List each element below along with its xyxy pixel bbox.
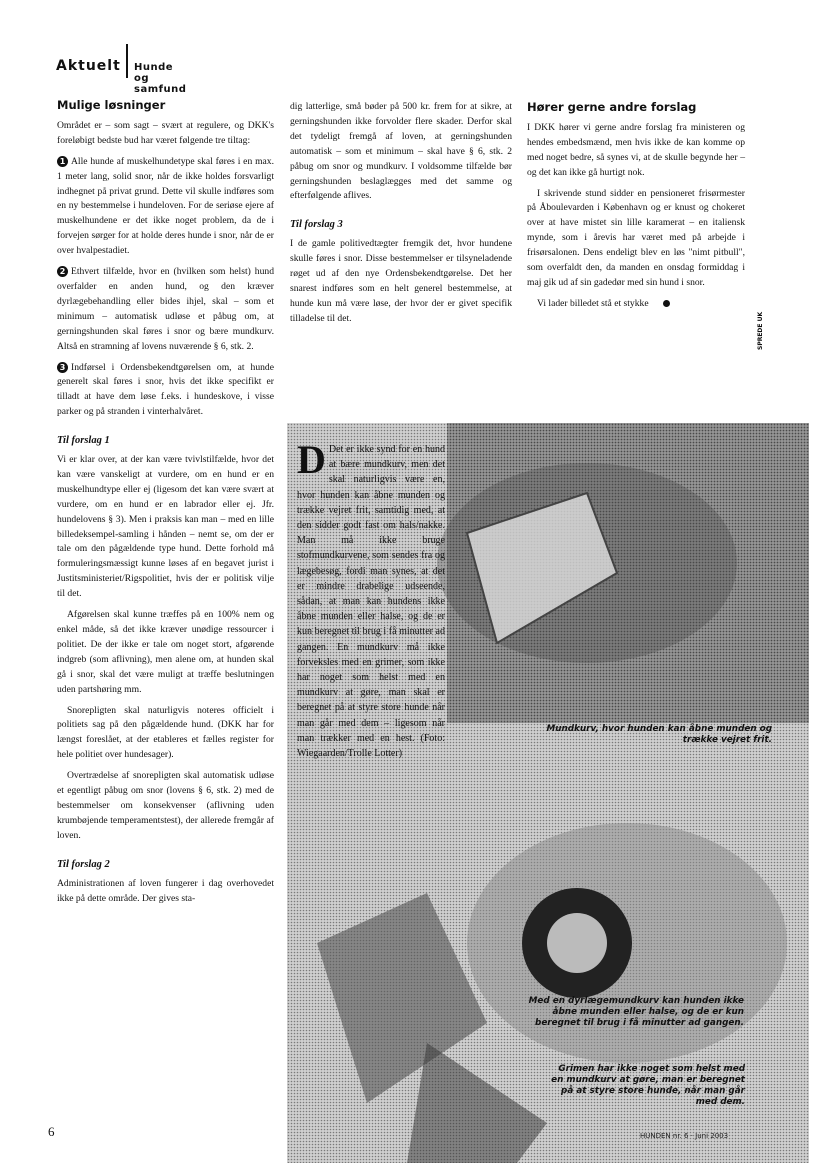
column-2	[290, 100, 512, 333]
column-3	[527, 100, 745, 318]
photo-caption-2: Med en dyrlægemundkurv kan hunden ikke åbne munden eller halse, og de er kun beregnet til brug i få minutter ad gangen.	[528, 996, 744, 1028]
issue-label: HUNDEN nr. 6 · Juni 2003	[640, 1132, 729, 1140]
paragraph: Snorepligten skal naturligvis noteres officielt i politiets sag på den pågældende hund. (DKK har for længst foreslået, at der etableres et fælles register for hele politiet over hundesager).	[57, 704, 274, 761]
section-subtitle: Hunde og samfund	[134, 62, 187, 95]
paragraph: Administrationen af loven fungerer i dag overhovedet ikke på dette område. Der gives sta-	[57, 877, 274, 904]
intro-paragraph: Området er – som sagt – svært at regulere, og DKK's foreløbigt bedste bud har været følgende tre tiltag:	[57, 119, 274, 146]
heading-other-proposals: Hører gerne andre forslag	[527, 100, 697, 114]
paragraph: I de gamle politivedtægter fremgik det, hvor hundene skulle føres i snor. Disse bestemmelser er tilsyneladende røget ud af den nye Ordensbekendtgørelse. Det her snarest indføres som en helt generel bestemmelse, at hunde kun må være løse, der hvor der er givet specifik tilladelse til det.	[290, 238, 512, 324]
photo-caption-1: Mundkurv, hvor hunden kan åbne munden og trække vejret frit.	[546, 724, 772, 745]
paragraph: Afgørelsen skal kunne træffes på en 100% nem og enkel måde, så det ikke kræver unødige ressourcer i politiet. De der ikke er tale om noget stort, afgørende indgreb (som aflivning), men alene om, at hunden skal gå i snor, skal det være muligt at træffe beslutningen uden partshøring mm.	[57, 609, 274, 695]
heading-forslag-3: Til forslag 3	[290, 219, 343, 231]
proposal-3: 3 Indførsel i Ordensbekendtgørelsen om, at hunde generelt skal føres i snor, hvis det ikke specifikt er tilladt at have dem løse f.eks. i hundeskove, i visse parker og på stranden i vinterhalvåret.	[57, 361, 274, 418]
header-divider	[126, 44, 128, 78]
paragraph: dig latterlige, små bøder på 500 kr. frem for at sikre, at gerningshunden ikke forvolder flere skader. Derfor skal det tydeligt fremgå af loven, at gerningshunden automatisk – som et minimum – skal have § 6, stk. 2 påbug om snor og mundkurv. I voldsomme tilfælde bør gerningshunden beslaglægges med det samme og efterfølgende aflives.	[290, 101, 512, 202]
paragraph: Vi lader billedet stå et stykke	[527, 297, 745, 312]
heading-forslag-1: Til forslag 1	[57, 435, 110, 447]
paragraph: Vi er klar over, at der kan være tvivlstilfælde, hvor det kan være vanskeligt at vurdere, om en hund er en muskelhundtype eller ej (ligesom det kan være svært at vurdere, om en hund er en labrador eller ej. Jfr. hundelovens § 3). Men i praksis kan man – med en lille billedeksempel-samling i hånden – nemt se, om der er tale om den pågældende type hund. Dette forhold må formuleringsmæssigt kunne løses af en begavet jurist i Justitsministeriet/Rigspolitiet, hvis der er politisk vilje til det.	[57, 454, 274, 600]
number-badge: 1	[57, 156, 68, 167]
proposal-1: 1 Alle hunde af muskelhundetype skal føres i en max. 1 meter lang, solid snor, når de ikke holdes forsvarligt indhegnet på privat grund. Dette vil skulle indføres som en ny bestemmelse i hundeloven. For de seriøse ejere af muskelhundene er det ikke noget problem, da de i forvejen sørger for at holde deres hunde i snor, når de er over hvalpestadiet.	[57, 155, 274, 257]
paragraph: I skrivende stund sidder en pensioneret frisørmester på Åboulevarden i København og er knust og chokeret over at have mistet sin lille karamerat – en italiensk mynde, som i årevis har været med på arbejde i frisørsalonen. Dens endeligt blev en løs "nimt pitbull", som overfaldt den, da manden en onsdag formiddag i maj gik ud af sin gadedør med sin hund i snor.	[527, 187, 745, 288]
number-badge: 2	[57, 266, 68, 277]
photo-sidebar-text: D Det er ikke synd for en hund at bære mundkurv, men det skal naturligvis være en, hvor hunden kan åbne munden og trække vejret frit, samtidig med, at den sidder godt fast om hals/nakke. Man må ikke bruge stofmundkurvene, som sendes fra og lægebesøg, fordi man synes, at det er mindre drabelige udseende, sådan, at man kan hundens ikke åbne munden eller halse, og de er kun beregnet til brug i få minutter ad gangen. En mundkurv må ikke forveksles med en grimer, som ikke har noget som helst med en mundkurv at gøre, man skal er beregnet på at styre store hunde når man går med dem – ligesom når man trækker med en hest. (Foto: Wiegaarden/Trolle Lotter)	[297, 437, 445, 760]
drop-cap: D	[297, 437, 326, 482]
heading-solutions: Mulige løsninger	[57, 98, 166, 112]
photo-credit: SPREDE UK	[757, 311, 764, 350]
paragraph: I DKK hører vi gerne andre forslag fra ministeren og hendes embedsmænd, men hvis ikke de kan komme op med noget bedre, så synes vi, at de skulle begynde her – og det kan ikke gå hurtigt nok.	[527, 121, 745, 178]
end-mark-icon	[663, 300, 670, 307]
section-title: Aktuelt	[56, 58, 121, 74]
column-1	[57, 98, 274, 912]
number-badge: 3	[57, 362, 68, 373]
heading-forslag-2: Til forslag 2	[57, 858, 110, 870]
proposal-2: 2 Ethvert tilfælde, hvor en (hvilken som helst) hund overfalder en anden hund, og den kræver dyrlægebehandling eller bides ihjel, skal – som et minimum – automatisk udløse et påbug om, at gerningshunden skal føres i snor og bære mundkurv. Altså en stramning af lovens nuværende § 6, stk. 2.	[57, 266, 274, 352]
page-number: 6	[48, 1124, 55, 1139]
paragraph: Overtrædelse af snorepligten skal automatisk udløse et egentligt påbug om snor (lovens § 6, stk. 2) med de bestemmelser om konsekvenser (aflivning uden krumbøjende temperamentstest), der allerede fremgår af loven.	[57, 770, 274, 841]
photo-caption-3: Grimen har ikke noget som helst med en mundkurv at gøre, man er beregnet på at styre store hunde, når man går med dem.	[551, 1064, 745, 1107]
